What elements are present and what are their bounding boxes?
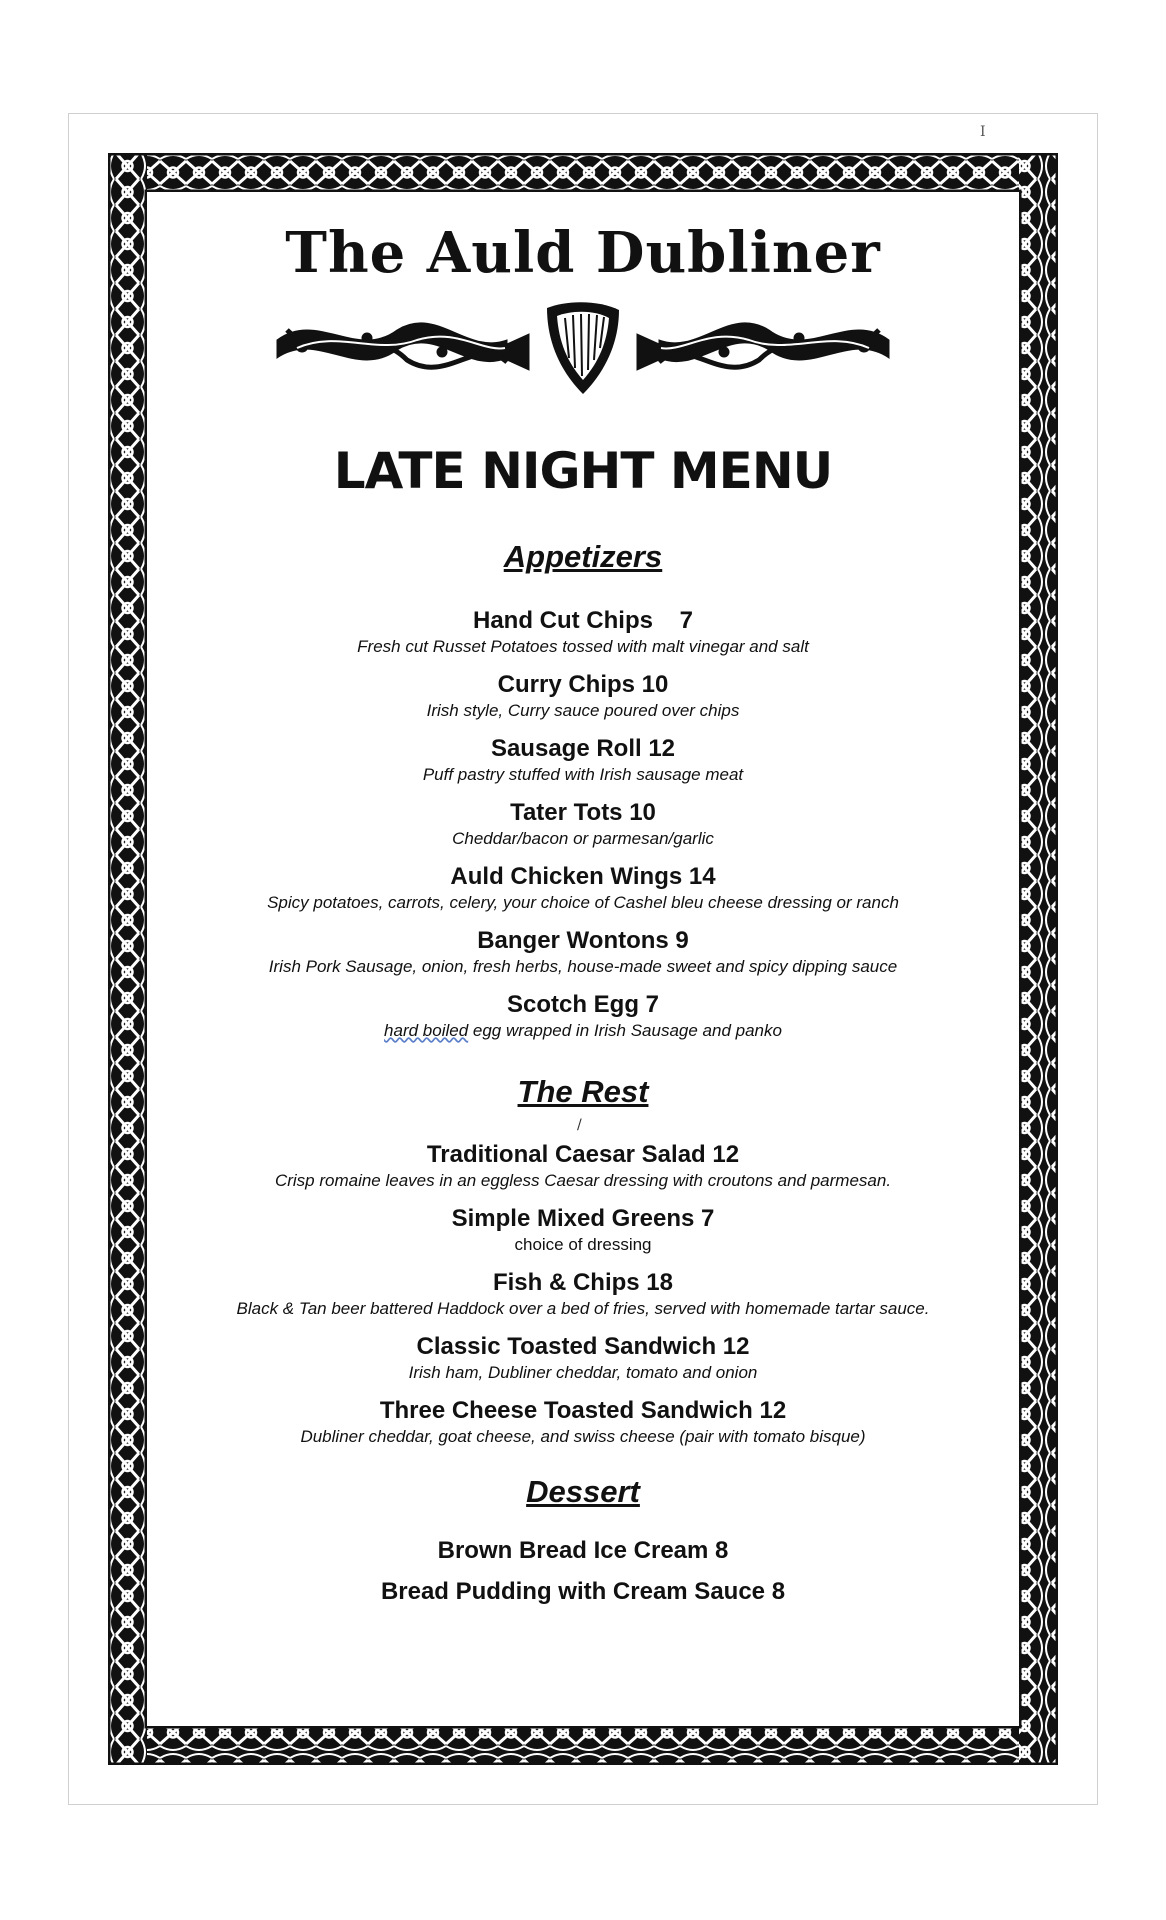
menu-item: [147, 1204, 1019, 1256]
spellcheck-marked-text[interactable]: hard boiled: [384, 1021, 469, 1040]
item-name: Sausage Roll 12: [490, 735, 676, 762]
menu-item: [147, 1268, 1019, 1320]
menu-item: [147, 670, 1019, 722]
item-description: Irish style, Curry sauce poured over chips: [426, 701, 740, 720]
item-description: Black & Tan beer battered Haddock over a bed of fries, served with homemade tartar sauce.: [236, 1299, 930, 1318]
menu-item: [147, 798, 1019, 850]
item-name: Brown Bread Ice Cream 8: [437, 1537, 729, 1564]
menu-item: [147, 734, 1019, 786]
item-description: Irish Pork Sausage, onion, fresh herbs, house-made sweet and spicy dipping sauce: [268, 957, 898, 976]
interlace-ornament: [207, 300, 959, 396]
menu-body: [147, 192, 1019, 1726]
section-heading-dessert: Dessert: [526, 1474, 640, 1509]
restaurant-logo-text: The Auld Dubliner: [285, 220, 881, 286]
menu-title: LATE NIGHT MENU: [333, 442, 833, 500]
section-heading-the-rest: The Rest: [517, 1074, 649, 1109]
item-name: Banger Wontons 9: [477, 927, 689, 954]
item-description: Dubliner cheddar, goat cheese, and swiss cheese (pair with tomato bisque): [300, 1427, 866, 1446]
section-heading-appetizers: Appetizers: [503, 539, 663, 574]
restaurant-header: [207, 202, 959, 394]
text-cursor-icon: I: [980, 124, 986, 140]
harp-icon: [547, 302, 619, 394]
item-description: Irish ham, Dubliner cheddar, tomato and onion: [408, 1363, 758, 1382]
item-name: Classic Toasted Sandwich 12: [416, 1333, 750, 1360]
item-description: Puff pastry stuffed with Irish sausage meat: [422, 765, 744, 784]
item-name: Auld Chicken Wings 14: [450, 863, 716, 890]
item-name: Tater Tots 10: [510, 799, 656, 826]
menu-item: [147, 1332, 1019, 1384]
menu-item: [147, 990, 1019, 1042]
item-name: Three Cheese Toasted Sandwich 12: [379, 1397, 787, 1424]
item-name: Curry Chips 10: [497, 671, 669, 698]
item-description-rest: egg wrapped in Irish Sausage and panko: [468, 1021, 782, 1040]
item-name: Simple Mixed Greens 7: [451, 1205, 715, 1232]
item-name: Traditional Caesar Salad 12: [426, 1141, 740, 1168]
stray-mark: /: [577, 1117, 582, 1133]
item-name: Bread Pudding with Cream Sauce 8: [380, 1578, 786, 1605]
item-description: [147, 1020, 1019, 1042]
item-description: Fresh cut Russet Potatoes tossed with malt vinegar and salt: [357, 637, 809, 656]
menu-item: [147, 1577, 1019, 1607]
item-name: Fish & Chips 18: [492, 1269, 674, 1296]
menu-item: [147, 1140, 1019, 1192]
item-name: Scotch Egg 7: [506, 991, 660, 1018]
menu-item: [147, 606, 1019, 658]
menu-item: [147, 926, 1019, 978]
item-description: choice of dressing: [514, 1235, 652, 1254]
menu-item: [147, 862, 1019, 914]
item-description: Cheddar/bacon or parmesan/garlic: [452, 829, 714, 848]
item-description: Crisp romaine leaves in an eggless Caesar dressing with croutons and parmesan.: [274, 1171, 892, 1190]
item-name: Hand Cut Chips 7: [472, 607, 693, 634]
item-description: Spicy potatoes, carrots, celery, your choice of Cashel bleu cheese dressing or ranch: [267, 893, 899, 912]
menu-item: [147, 1396, 1019, 1448]
menu-item: [147, 1536, 1019, 1566]
